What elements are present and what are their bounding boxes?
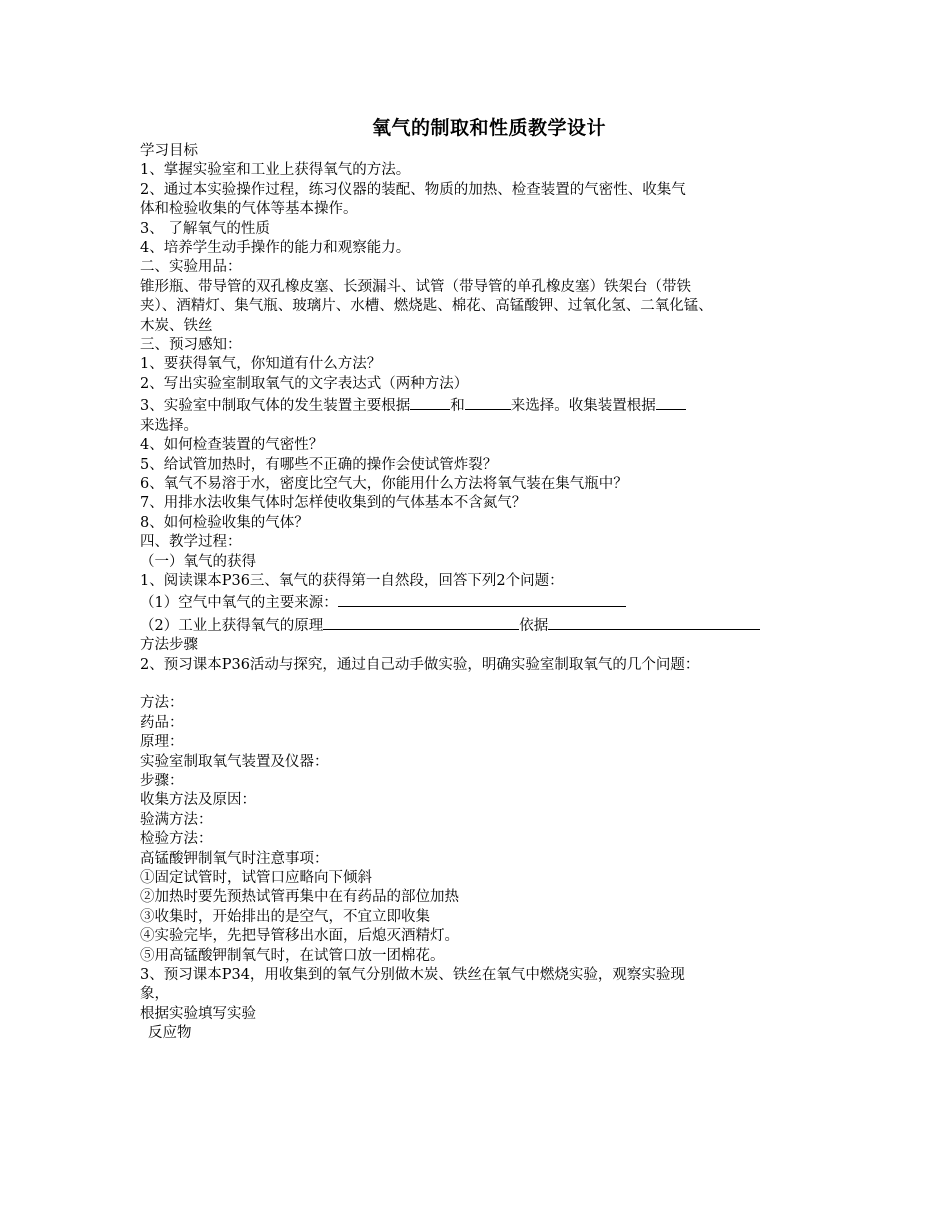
preview-question-2: 2、写出实验室制取氧气的文字表达式（两种方法）: [140, 375, 469, 392]
goals-heading: 学习目标: [140, 143, 198, 159]
step-3-line-1: 3、预习课本P34，用收集到的氧气分别做木炭、铁丝在氧气中燃烧实验，观察实验现: [140, 967, 685, 984]
materials-line-1: 锥形瓶、带导管的双孔橡皮塞、长颈漏斗、试管（带导管的单孔橡皮塞）铁架台（带铁: [140, 278, 691, 295]
notes-heading: 高锰酸钾制氧气时注意事项：: [140, 850, 329, 867]
preview-question-6: 6、氧气不易溶于水，密度比空气大，你能用什么方法将氧气装在集气瓶中？: [140, 475, 628, 492]
field-full-check: 验满方法：: [140, 811, 213, 828]
q3-text-1: 3、实验室中制取气体的发生装置主要根据: [140, 398, 411, 415]
materials-heading: 二、实验用品：: [140, 259, 242, 276]
materials-line-3: 木炭、铁丝: [140, 317, 213, 334]
preview-question-1: 1、要获得氧气，你知道有什么方法？: [140, 356, 382, 373]
materials-line-2: 夹）、酒精灯、集气瓶、玻璃片、水槽、燃烧匙、棉花、高锰酸钾、过氧化氢、二氧化锰、: [140, 298, 713, 315]
process-heading: 四、教学过程：: [140, 534, 242, 551]
note-1: ①固定试管时，试管口应略向下倾斜: [140, 870, 372, 887]
preview-question-3-cont: 来选择。: [140, 417, 198, 434]
step-1-question-2-basis: 依据: [519, 617, 549, 634]
step-1-question-1-text: （1）空气中氧气的主要来源：: [140, 595, 338, 612]
step-2: 2、预习课本P36活动与探究，通过自己动手做实验，明确实验室制取氧气的几个问题：: [140, 656, 700, 673]
step-1-question-2: [140, 614, 820, 636]
step-1-question-1: [140, 591, 820, 613]
field-test: 检验方法：: [140, 831, 213, 848]
preview-question-7: 7、用排水法收集气体时怎样使收集到的气体基本不含氮气？: [140, 495, 527, 512]
note-3: ③收集时，开始排出的是空气，不宜立即收集: [140, 908, 430, 925]
fill-blank[interactable]: [323, 614, 519, 630]
field-drug: 药品：: [140, 714, 184, 731]
step-3-line-2: 象，: [140, 986, 169, 1003]
preview-question-4: 4、如何检查装置的气密性？: [140, 437, 324, 454]
preview-question-3: [140, 394, 820, 416]
step-3-line-3: 根据实验填写实验: [140, 1005, 256, 1022]
subsection-heading: （一）氧气的获得: [140, 553, 256, 570]
step-1-question-2-text: （2）工业上获得氧气的原理: [140, 617, 324, 634]
goal-2-line-1: 2、通过本实验操作过程，练习仪器的装配、物质的加热、检查装置的气密性、收集气: [140, 181, 686, 198]
goal-2-line-2: 体和检验收集的气体等基本操作。: [140, 201, 358, 218]
preview-question-8: 8、如何检验收集的气体？: [140, 514, 309, 531]
goal-1: 1、掌握实验室和工业上获得氧气的方法。: [140, 162, 411, 179]
note-2: ②加热时要先预热试管再集中在有药品的部位加热: [140, 889, 459, 906]
note-5: ⑤用高锰酸钾制氧气时，在试管口放一团棉花。: [140, 947, 445, 964]
goal-3: 3、 了解氧气的性质: [140, 220, 270, 237]
field-method: 方法：: [140, 695, 184, 712]
fill-blank[interactable]: [656, 394, 686, 410]
reactant-label: 反应物: [148, 1025, 192, 1042]
note-4: ④实验完毕，先把导管移出水面，后熄灭酒精灯。: [140, 928, 459, 945]
preview-question-5: 5、给试管加热时，有哪些不正确的操作会使试管炸裂？: [140, 456, 498, 473]
fill-blank[interactable]: [548, 614, 760, 630]
fill-blank[interactable]: [410, 394, 450, 410]
blank-line: [140, 675, 820, 694]
fill-blank[interactable]: [338, 591, 626, 607]
q3-text-2: 和: [450, 398, 465, 415]
preview-heading: 三、预习感知：: [140, 337, 242, 354]
q3-text-3: 来选择。收集装置根据: [510, 398, 656, 415]
fill-blank[interactable]: [465, 394, 511, 410]
field-principle: 原理：: [140, 734, 184, 751]
document-page: [140, 114, 820, 1044]
field-steps: 步骤：: [140, 772, 184, 789]
step-1: 1、阅读课本P36三、氧气的获得第一自然段，回答下列2个问题：: [140, 572, 564, 589]
field-collect: 收集方法及原因：: [140, 792, 256, 809]
goal-4: 4、培养学生动手操作的能力和观察能力。: [140, 240, 411, 257]
step-1-question-2-cont: 方法步骤: [140, 637, 198, 654]
document-title: 氧气的制取和性质教学设计: [371, 117, 606, 139]
field-apparatus: 实验室制取氧气装置及仪器：: [140, 753, 329, 770]
